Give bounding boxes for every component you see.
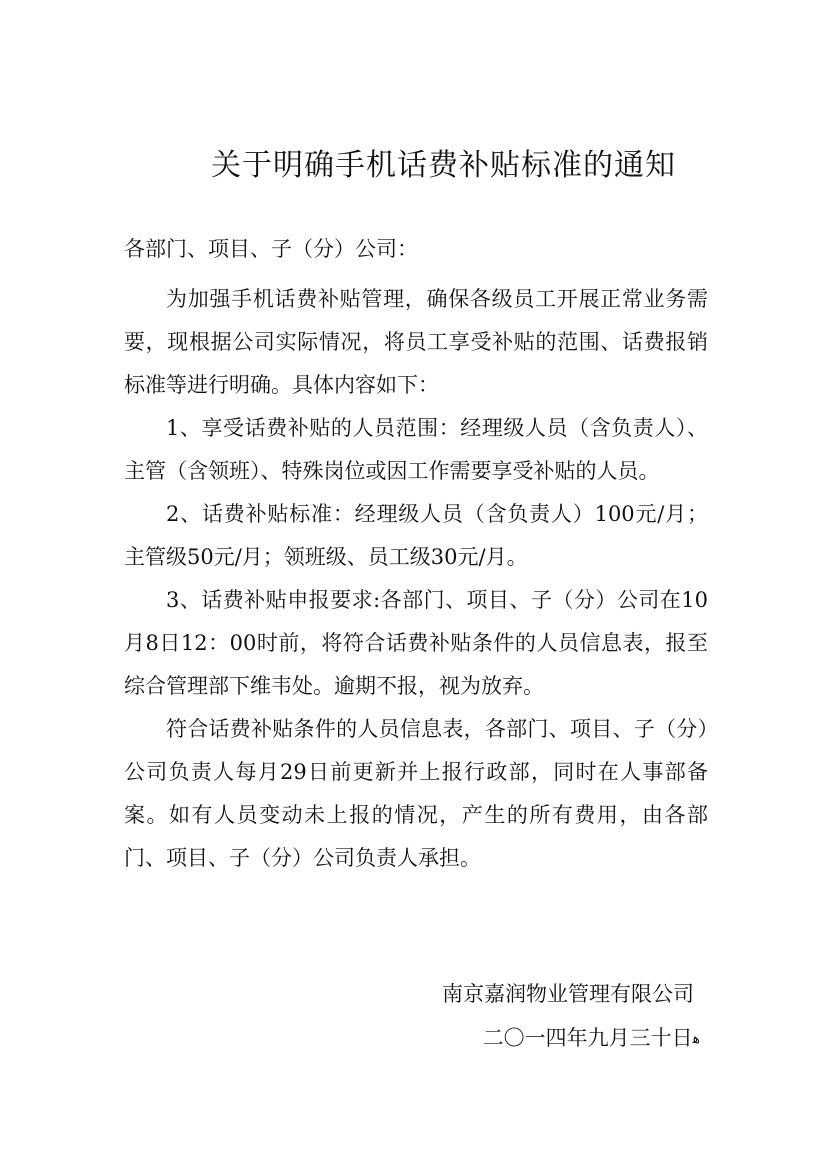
signature-company: 南京嘉润物业管理有限公司 (442, 982, 694, 1006)
salutation: 各部门、项目、子（分）公司： (124, 237, 418, 261)
document-title: 关于明确手机话费补贴标准的通知 (211, 148, 676, 183)
stray-mark: ﻫ (692, 1031, 700, 1047)
paragraph-closing: 符合话费补贴条件的人员信息表，各部门、项目、子（分）公司负责人每月29日前更新并上报行政部，同时在人事部备案。如有人员变动未上报的情况，产生的所有费用，由各部门、项目、子（分）公司负责人承担。 (124, 717, 708, 870)
paragraph-item-1: 1、享受话费补贴的人员范围：经理级人员（含负责人）、主管（含领班）、特殊岗位或因工作需要享受补贴的人员。 (124, 416, 708, 483)
paragraph-item-2: 2、话费补贴标准：经理级人员（含负责人）100元/月；主管级50元/月；领班级、员工级30元/月。 (124, 502, 708, 569)
paragraph-item-3: 3、话费补贴申报要求:各部门、项目、子（分）公司在10月8日12：00时前，将符合话费补贴条件的人员信息表，报至综合管理部下维韦处。逾期不报，视为放弃。 (124, 588, 708, 698)
paragraph-intro: 为加强手机话费补贴管理，确保各级员工开展正常业务需要，现根据公司实际情况，将员工享受补贴的范围、话费报销标准等进行明确。具体内容如下： (124, 287, 708, 397)
signature-date-line (442, 1016, 700, 1061)
signature-date: 二〇一四年九月三十日 (482, 1026, 693, 1050)
signature-block (442, 972, 700, 1061)
document-body (124, 278, 708, 880)
